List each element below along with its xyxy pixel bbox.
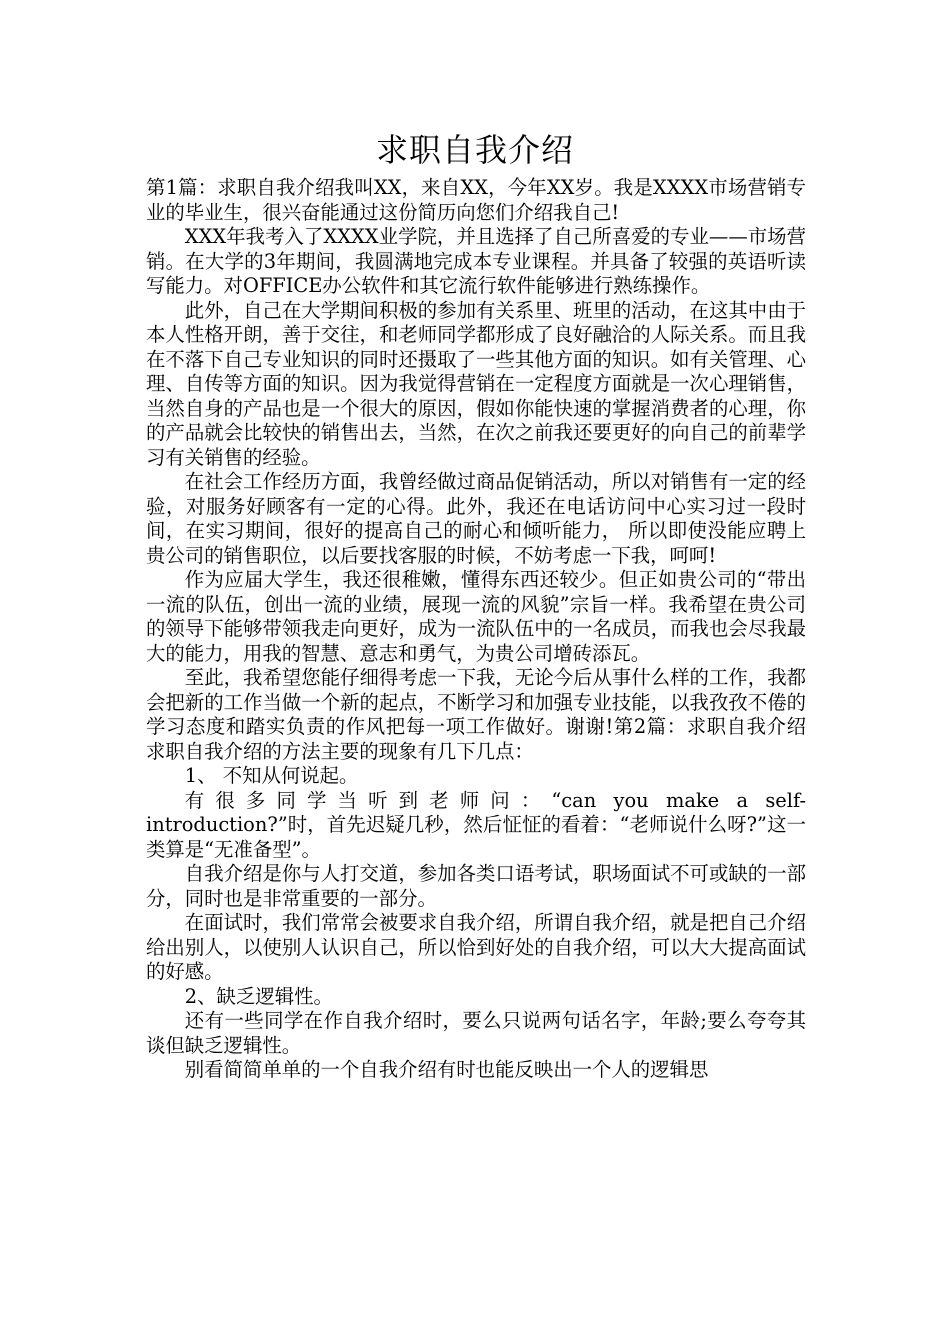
- paragraph: 至此，我希望您能仔细得考虑一下我，无论今后从事什么样的工作，我都会把新的工作当做一个新的起点，不断学习和加强专业技能，以我孜孜不倦的学习态度和踏实负责的作风把每一项工作做好。谢谢!第2篇：求职自我介绍求职自我介绍的方法主要的现象有几下几点：: [146, 666, 806, 763]
- paragraph: 别看简简单单的一个自我介绍有时也能反映出一个人的逻辑思: [184, 1058, 709, 1081]
- paragraph: 此外，自己在大学期间积极的参加有关系里、班里的活动，在这其中由于本人性格开朗，善于交往，和老师同学都形成了良好融洽的人际关系。而且我在不落下自己专业知识的同时还摄取了一些其他方面的知识。如有关管理、心理、自传等方面的知识。因为我觉得营销在一定程度方面就是一次心理销售，当然自身的产品也是一个很大的原因，假如你能快速的掌握消费者的心理，你的产品就会比较快的销售出去，当然，在次之前我还要更好的向自己的前辈学习有关销售的经验。: [146, 298, 806, 469]
- paragraph: XXX年我考入了XXXX业学院，并且选择了自己所喜爱的专业——市场营销。在大学的3年期间，我圆满地完成本专业课程。并具备了较强的英语听读写能力。对OFFICE办公软件和其它流行软件能够进行熟练操作。: [146, 225, 806, 297]
- list-heading: 2、缺乏逻辑性。: [184, 984, 333, 1008]
- paragraph: 还有一些同学在作自我介绍时，要么只说两句话名字，年龄;要么夸夸其谈但缺乏逻辑性。: [146, 1009, 806, 1057]
- paragraph: 自我介绍是你与人打交道，参加各类口语考试，职场面试不可或缺的一部分，同时也是非常重要的一部分。: [146, 862, 806, 910]
- document-title: 求职自我介绍: [375, 131, 574, 169]
- paragraph: 有很多同学当听到老师问：“can you make a self-introduction?”时，首先迟疑几秒，然后怔怔的看着：“老师说什么呀?”这一类算是“无准备型”。: [146, 788, 806, 861]
- paragraph: 第1篇：求职自我介绍我叫XX，来自XX，今年XX岁。我是XXXX市场营销专业的毕业生，很兴奋能通过这份简历向您们介绍我自己!: [146, 176, 806, 224]
- paragraph: 作为应届大学生，我还很稚嫩，懂得东西还较少。但正如贵公司的“带出一流的队伍，创出一流的业绩，展现一流的风貌”宗旨一样。我希望在贵公司的领导下能够带领我走向更好，成为一流队伍中的一名成员，而我也会尽我最大的能力，用我的智慧、意志和勇气，为贵公司增砖添瓦。: [146, 568, 806, 665]
- paragraph: 在面试时，我们常常会被要求自我介绍，所谓自我介绍，就是把自己介绍给出别人，以使别人认识自己，所以恰到好处的自我介绍，可以大大提高面试的好感。: [146, 911, 806, 983]
- document-body: [146, 176, 806, 1083]
- list-heading: 1、 不知从何说起。: [184, 764, 359, 787]
- paragraph: 在社会工作经历方面，我曾经做过商品促销活动，所以对销售有一定的经验，对服务好顾客有一定的心得。此外，我还在电话访问中心实习过一段时间，在实习期间，很好的提高自己的耐心和倾听能力， 所以即使没能应聘上贵公司的销售职位，以后要找客服的时候，不妨考虑一下我，呵呵!: [146, 470, 806, 567]
